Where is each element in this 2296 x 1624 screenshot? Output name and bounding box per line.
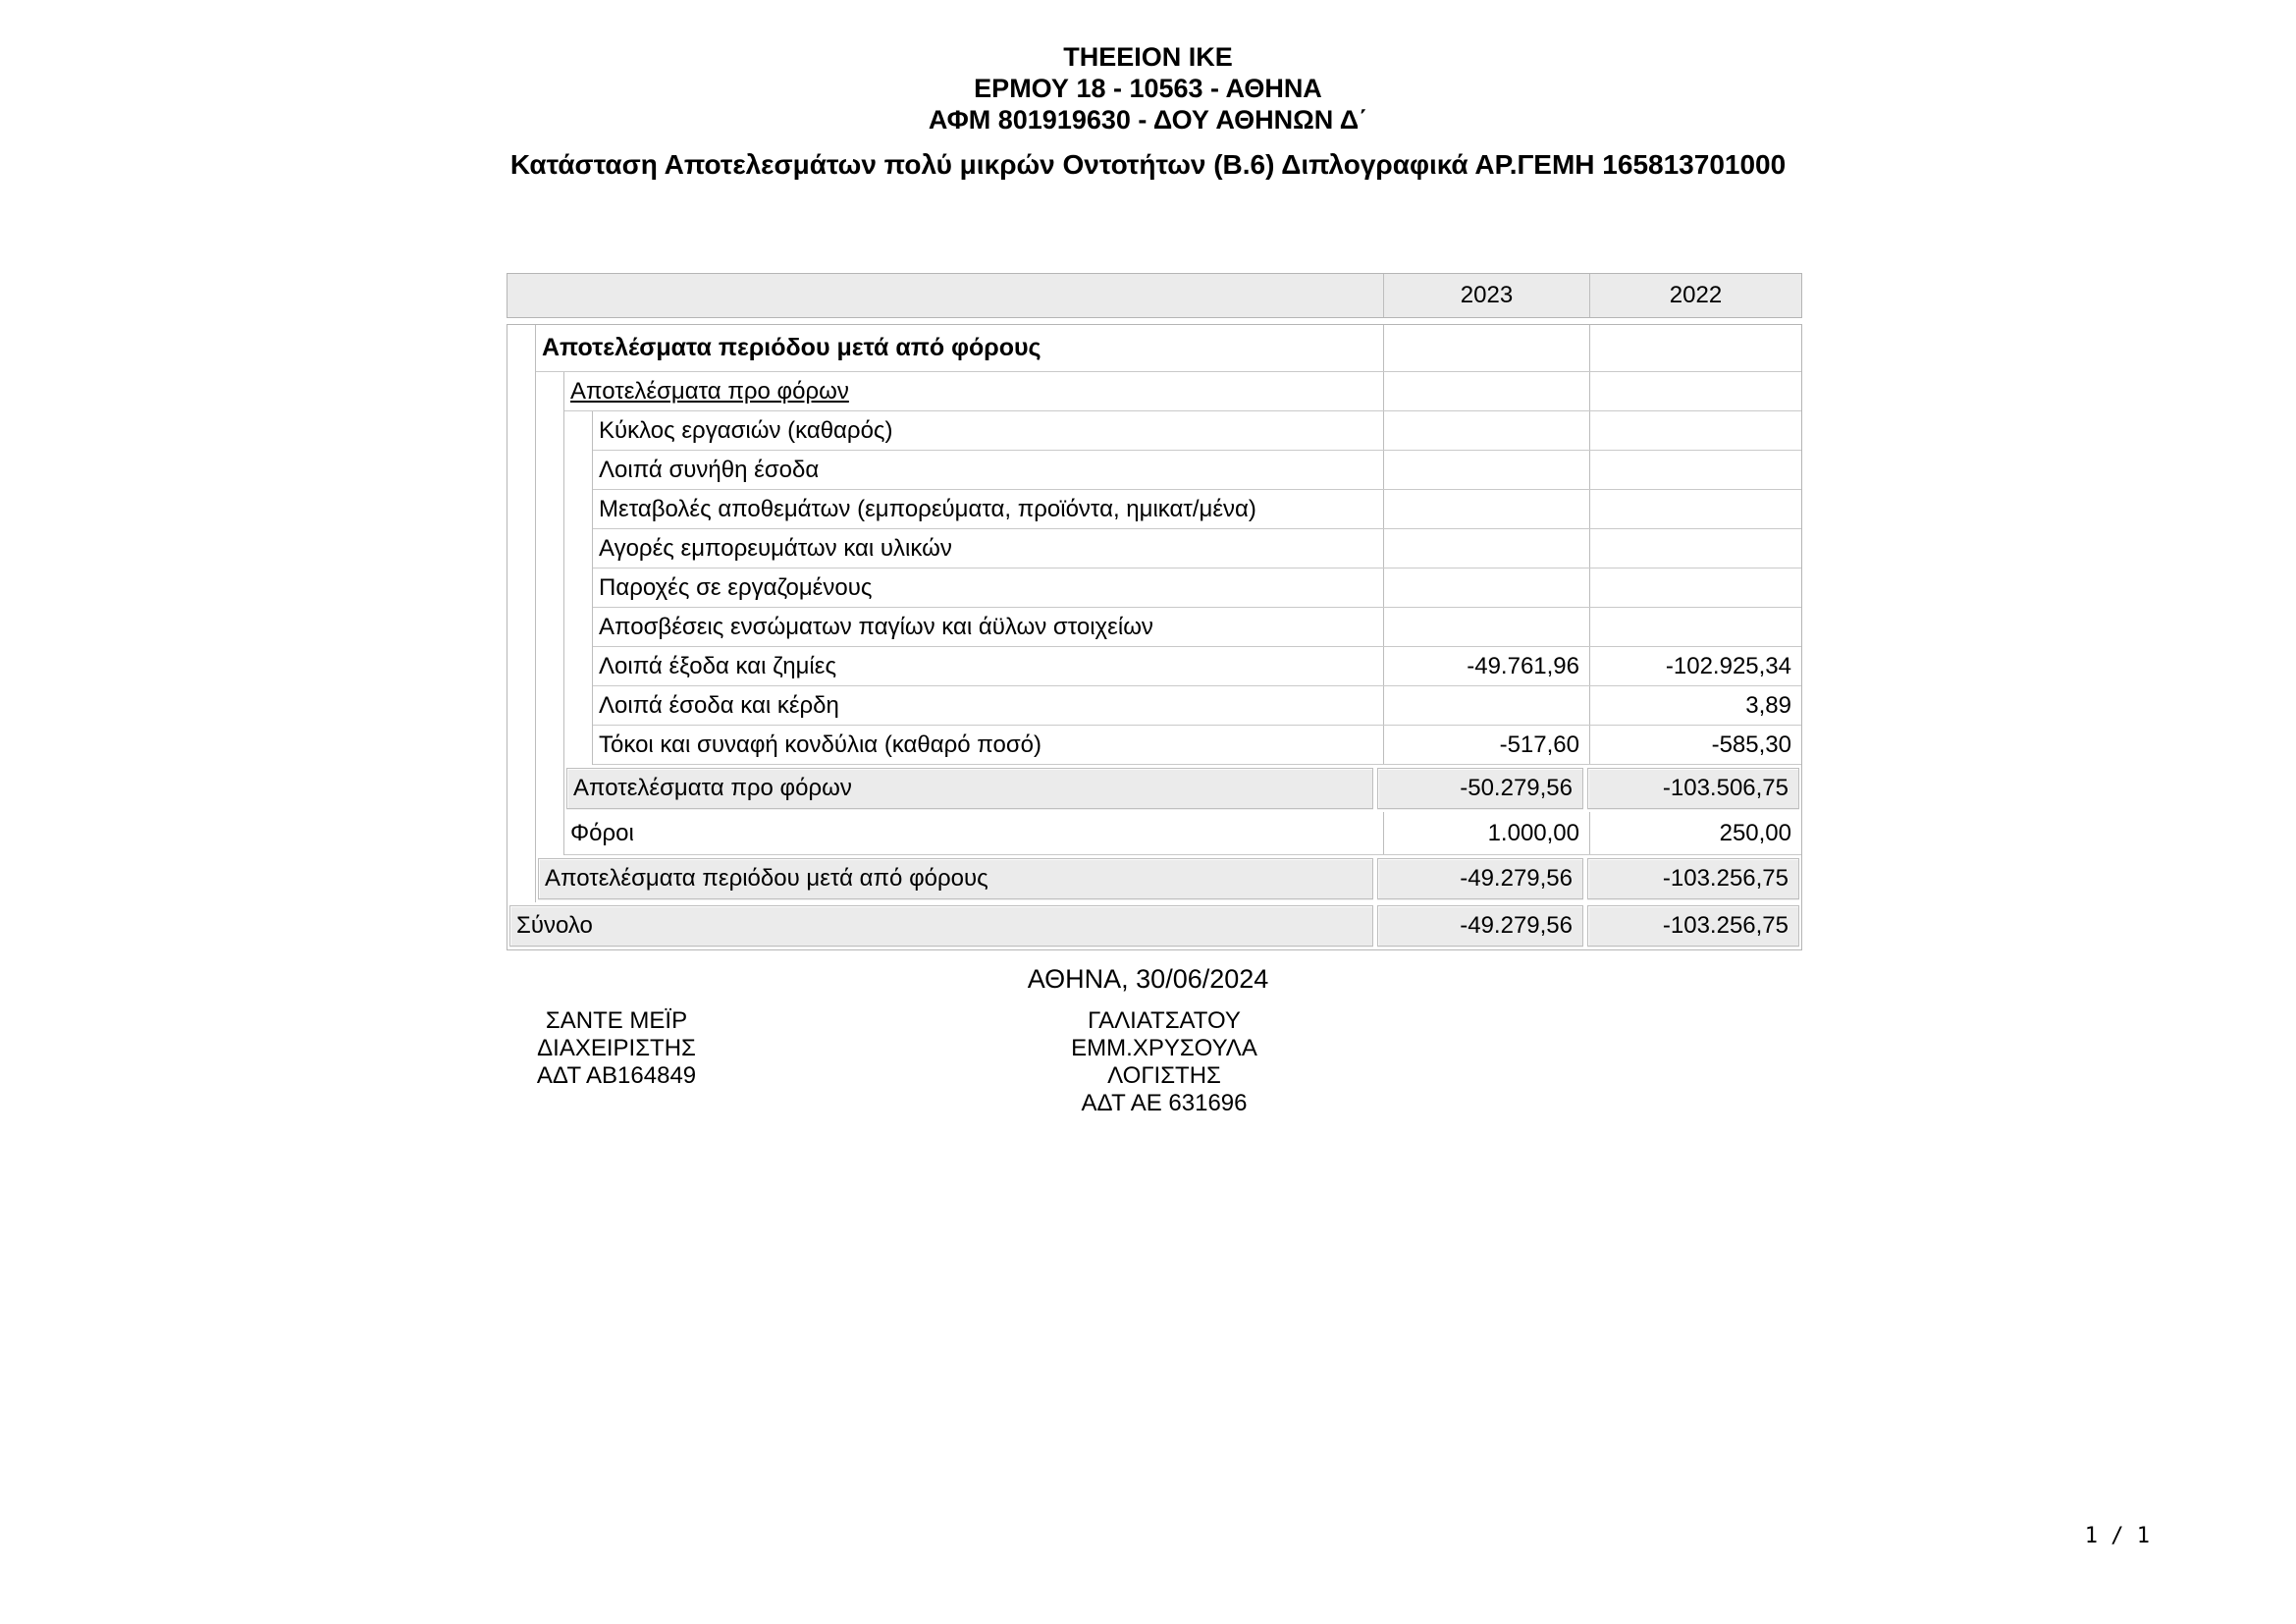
income-statement-table	[507, 273, 1802, 950]
row-value-2022	[1589, 411, 1801, 450]
page-number: 1 / 1	[2084, 1524, 2150, 1548]
row-value-2023: 1.000,00	[1383, 812, 1589, 854]
row-label: Κύκλος εργασιών (καθαρός)	[599, 416, 893, 444]
row-value-2022: -103.256,75	[1587, 905, 1799, 947]
row-label: Αγορές εμπορευμάτων και υλικών	[599, 534, 952, 562]
company-afm: ΑΦΜ 801919630 - ΔΟΥ ΑΘΗΝΩΝ Δ΄	[928, 105, 1368, 135]
row-label: Φόροι	[570, 819, 634, 846]
row-value-2023	[1383, 451, 1589, 489]
row-value-2023: -49.279,56	[1377, 905, 1583, 947]
signatory-firstname: ΕΜΜ.ΧΡΥΣΟΥΛΑ	[1071, 1035, 1257, 1061]
table-row	[593, 568, 1801, 608]
row-value-2023	[1383, 490, 1589, 528]
row-label: Αποτελέσματα περιόδου μετά από φόρους	[542, 334, 1041, 361]
row-label: Αποσβέσεις ενσώματων παγίων και άϋλων στοιχείων	[599, 613, 1153, 640]
row-value-2023	[1383, 608, 1589, 646]
row-value-2023	[1383, 325, 1589, 371]
row-label: Μεταβολές αποθεμάτων (εμπορεύματα, προϊόντα, ημικατ/μένα)	[599, 495, 1256, 522]
table-row	[593, 529, 1801, 568]
place-date-line: ΑΘΗΝΑ, 30/06/2024	[1027, 964, 1269, 994]
column-header-2023: 2023	[1383, 274, 1589, 317]
company-header	[0, 41, 2296, 135]
row-value-2023	[1383, 686, 1589, 725]
table-body	[507, 324, 1802, 950]
row-value-2022	[1589, 490, 1801, 528]
row-label: Αποτελέσματα προ φόρων	[566, 768, 1373, 809]
row-value-2023	[1383, 411, 1589, 450]
row-value-2022: -102.925,34	[1589, 647, 1801, 685]
summary-row-total	[507, 902, 1801, 949]
row-value-2022	[1589, 608, 1801, 646]
row-label: Παροχές σε εργαζομένους	[599, 573, 873, 601]
document-title: Κατάσταση Αποτελεσμάτων πολύ μικρών Οντοτήτων (Β.6) Διπλογραφικά ΑΡ.ΓΕΜΗ 165813701000	[509, 149, 1787, 180]
row-value-2023	[1383, 372, 1589, 410]
signatory-left	[469, 1007, 764, 1090]
row-label: Λοιπά συνήθη έσοδα	[599, 456, 820, 483]
row-label: Λοιπά έξοδα και ζημίες	[599, 652, 837, 679]
row-value-2022	[1589, 372, 1801, 410]
row-value-2022: -585,30	[1589, 726, 1801, 764]
table-header-label-spacer	[507, 274, 1383, 317]
row-label: Αποτελέσματα περιόδου μετά από φόρους	[538, 858, 1373, 899]
table-row	[536, 325, 1801, 372]
column-header-2022: 2022	[1589, 274, 1801, 317]
row-label: Αποτελέσματα προ φόρων	[570, 377, 849, 405]
table-row	[593, 490, 1801, 529]
table-row	[593, 726, 1801, 765]
row-label: Σύνολο	[509, 905, 1373, 947]
row-value-2023: -49.279,56	[1377, 858, 1583, 899]
row-value-2022: 3,89	[1589, 686, 1801, 725]
table-row	[564, 372, 1801, 411]
row-value-2023: -49.761,96	[1383, 647, 1589, 685]
summary-row-before-tax	[564, 765, 1801, 812]
group-detail-lines	[592, 411, 1801, 765]
group-after-tax	[535, 325, 1801, 902]
signatory-right	[1007, 1007, 1321, 1117]
table-row	[593, 451, 1801, 490]
row-value-2022: -103.256,75	[1587, 858, 1799, 899]
row-value-2022	[1589, 451, 1801, 489]
row-value-2022: 250,00	[1589, 812, 1801, 854]
table-row	[593, 686, 1801, 726]
signatory-name: ΣΑΝΤΕ ΜΕΪΡ	[545, 1007, 688, 1034]
row-label: Τόκοι και συναφή κονδύλια (καθαρό ποσό)	[599, 731, 1041, 758]
signatory-surname: ΓΑΛΙΑΤΣΑΤΟΥ	[1088, 1007, 1241, 1034]
table-row	[593, 411, 1801, 451]
row-value-2022: -103.506,75	[1587, 768, 1799, 809]
signatory-id: ΑΔΤ ΑΒ164849	[536, 1062, 697, 1089]
row-value-2023	[1383, 529, 1589, 568]
summary-row-after-tax	[536, 855, 1801, 902]
row-label: Λοιπά έσοδα και κέρδη	[599, 691, 839, 719]
signatory-id: ΑΔΤ ΑΕ 631696	[1081, 1090, 1248, 1116]
group-before-tax	[563, 372, 1801, 855]
row-value-2023	[1383, 568, 1589, 607]
company-name: THEEION IKE	[1063, 42, 1233, 72]
row-value-2022	[1589, 529, 1801, 568]
table-header-row	[507, 273, 1802, 318]
table-row-taxes	[564, 812, 1801, 855]
row-value-2023: -517,60	[1383, 726, 1589, 764]
row-value-2022	[1589, 325, 1801, 371]
table-row	[593, 608, 1801, 647]
row-value-2022	[1589, 568, 1801, 607]
signatory-role: ΔΙΑΧΕΙΡΙΣΤΗΣ	[537, 1035, 696, 1061]
row-value-2023: -50.279,56	[1377, 768, 1583, 809]
company-address: ΕΡΜΟΥ 18 - 10563 - ΑΘΗΝΑ	[974, 74, 1322, 103]
table-row	[593, 647, 1801, 686]
signatory-role: ΛΟΓΙΣΤΗΣ	[1107, 1062, 1221, 1089]
